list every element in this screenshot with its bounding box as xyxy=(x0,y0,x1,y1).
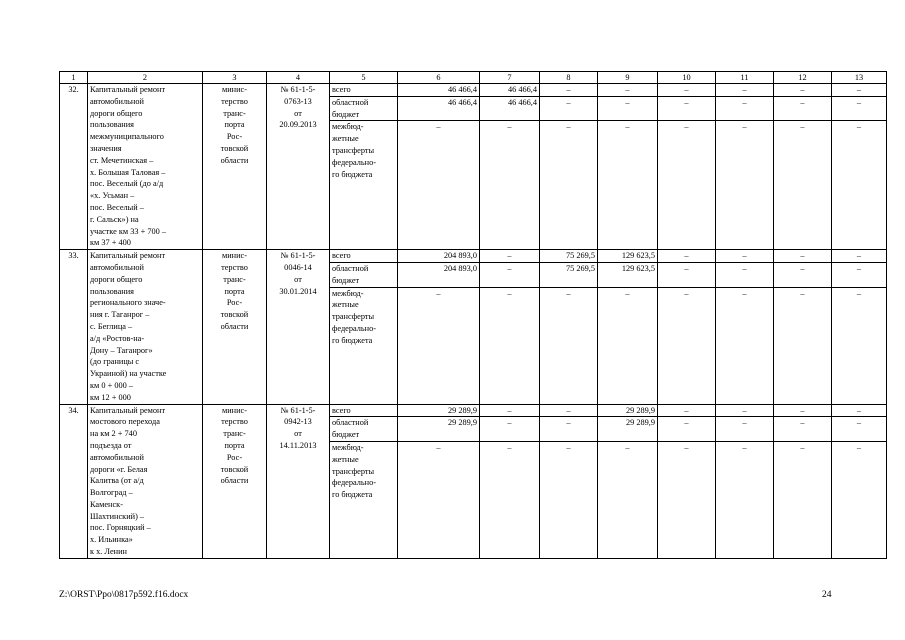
funding-source-label: всего xyxy=(330,84,398,97)
column-header: 5 xyxy=(330,72,398,84)
funding-source-label: областной бюджет xyxy=(330,417,398,442)
amount-cell: 29 289,9 xyxy=(398,404,480,417)
amount-cell: – xyxy=(716,262,774,287)
amount-cell: – xyxy=(658,287,716,404)
amount-cell: – xyxy=(598,287,658,404)
column-header: 11 xyxy=(716,72,774,84)
amount-cell: 204 893,0 xyxy=(398,250,480,263)
object-description: Капитальный ремонт мостового перехода на км 2 + 740 подъезда от автомобильной дороги «г. Белая Калитва (от а/д Волгоград – Каменск- Шахтинский) – пос. Горняцкий – х. Ильинка» к х. Ленин xyxy=(88,404,203,558)
amount-cell: 46 466,4 xyxy=(480,96,540,121)
amount-cell: 46 466,4 xyxy=(398,84,480,97)
amount-cell: – xyxy=(480,250,540,263)
amount-cell: – xyxy=(658,84,716,97)
amount-cell: 129 623,5 xyxy=(598,262,658,287)
amount-cell: – xyxy=(658,441,716,558)
column-header: 10 xyxy=(658,72,716,84)
amount-cell: – xyxy=(540,441,598,558)
responsible-ministry: минис- терство транс- порта Рос- товской области xyxy=(203,250,267,404)
amount-cell: – xyxy=(716,441,774,558)
column-header: 2 xyxy=(88,72,203,84)
footer-file-path: Z:\ORST\Ppo\0817p592.f16.docx xyxy=(59,590,189,600)
amount-cell: – xyxy=(540,404,598,417)
amount-cell: – xyxy=(716,250,774,263)
amount-cell: – xyxy=(832,84,887,97)
funding-source-label: межбюд- жетные трансферты федерально- го бюджета xyxy=(330,287,398,404)
amount-cell: – xyxy=(540,287,598,404)
amount-cell: – xyxy=(832,441,887,558)
amount-cell: 75 269,5 xyxy=(540,262,598,287)
amount-cell: – xyxy=(398,441,480,558)
amount-cell: 29 289,9 xyxy=(598,417,658,442)
amount-cell: – xyxy=(774,262,832,287)
amount-cell: – xyxy=(398,121,480,250)
amount-cell: – xyxy=(598,96,658,121)
budget-table xyxy=(59,71,887,559)
object-description: Капитальный ремонт автомобильной дороги общего пользования регионального значе- ния г. Таганрог – с. Беглица – а/д «Ростов-на- Дону – Таганрог» (до границы с Украиной) на участке км 0 + 000 – км 12 + 000 xyxy=(88,250,203,404)
amount-cell: – xyxy=(716,121,774,250)
column-header: 6 xyxy=(398,72,480,84)
amount-cell: – xyxy=(540,84,598,97)
amount-cell: – xyxy=(774,84,832,97)
amount-cell: – xyxy=(832,262,887,287)
amount-cell: – xyxy=(774,250,832,263)
amount-cell: – xyxy=(540,96,598,121)
amount-cell: – xyxy=(540,417,598,442)
amount-cell: – xyxy=(480,417,540,442)
amount-cell: – xyxy=(774,404,832,417)
amount-cell: – xyxy=(480,441,540,558)
table-row xyxy=(60,404,887,417)
amount-cell: – xyxy=(398,287,480,404)
amount-cell: 46 466,4 xyxy=(398,96,480,121)
amount-cell: – xyxy=(774,96,832,121)
row-number: 34. xyxy=(60,404,88,558)
amount-cell: – xyxy=(774,287,832,404)
funding-source-label: всего xyxy=(330,404,398,417)
funding-source-label: межбюд- жетные трансферты федерально- го бюджета xyxy=(330,441,398,558)
amount-cell: – xyxy=(658,96,716,121)
document-reference: № 61-1-5- 0046-14 от 30.01.2014 xyxy=(267,250,330,404)
amount-cell: 129 623,5 xyxy=(598,250,658,263)
amount-cell: – xyxy=(480,121,540,250)
amount-cell: – xyxy=(658,417,716,442)
amount-cell: – xyxy=(716,84,774,97)
amount-cell: – xyxy=(540,121,598,250)
table-row xyxy=(60,84,887,97)
amount-cell: – xyxy=(716,96,774,121)
amount-cell: – xyxy=(716,287,774,404)
page-number: 24 xyxy=(822,590,832,600)
amount-cell: – xyxy=(716,417,774,442)
row-number: 32. xyxy=(60,84,88,250)
funding-source-label: всего xyxy=(330,250,398,263)
document-reference: № 61-1-5- 0763-13 от 20.09.2013 xyxy=(267,84,330,250)
amount-cell: – xyxy=(832,250,887,263)
amount-cell: – xyxy=(716,404,774,417)
amount-cell: – xyxy=(480,404,540,417)
amount-cell: – xyxy=(658,250,716,263)
responsible-ministry: минис- терство транс- порта Рос- товской области xyxy=(203,404,267,558)
document-reference: № 61-1-5- 0942-13 от 14.11.2013 xyxy=(267,404,330,558)
column-header: 13 xyxy=(832,72,887,84)
amount-cell: – xyxy=(658,121,716,250)
column-header: 3 xyxy=(203,72,267,84)
table-body xyxy=(60,84,887,559)
column-header: 1 xyxy=(60,72,88,84)
amount-cell: 75 269,5 xyxy=(540,250,598,263)
responsible-ministry: минис- терство транс- порта Рос- товской области xyxy=(203,84,267,250)
amount-cell: – xyxy=(832,417,887,442)
amount-cell: 46 466,4 xyxy=(480,84,540,97)
column-header: 4 xyxy=(267,72,330,84)
funding-source-label: межбюд- жетные трансферты федерально- го бюджета xyxy=(330,121,398,250)
column-number-header-row xyxy=(60,72,887,84)
amount-cell: – xyxy=(774,441,832,558)
amount-cell: – xyxy=(774,121,832,250)
amount-cell: – xyxy=(598,84,658,97)
column-header: 7 xyxy=(480,72,540,84)
amount-cell: 29 289,9 xyxy=(598,404,658,417)
amount-cell: – xyxy=(480,262,540,287)
amount-cell: – xyxy=(658,262,716,287)
amount-cell: 29 289,9 xyxy=(398,417,480,442)
row-number: 33. xyxy=(60,250,88,404)
amount-cell: – xyxy=(774,417,832,442)
amount-cell: – xyxy=(598,441,658,558)
amount-cell: – xyxy=(832,287,887,404)
amount-cell: – xyxy=(480,287,540,404)
object-description: Капитальный ремонт автомобильной дороги общего пользования межмуниципального значения ст. Мечетинская – х. Большая Таловая – пос. Веселый (до а/д «х. Усьман – пос. Веселый – г. Сальск») на участке км 33 + 700 – км 37 + 400 xyxy=(88,84,203,250)
column-header: 12 xyxy=(774,72,832,84)
funding-source-label: областной бюджет xyxy=(330,96,398,121)
column-header: 9 xyxy=(598,72,658,84)
amount-cell: – xyxy=(658,404,716,417)
funding-source-label: областной бюджет xyxy=(330,262,398,287)
table-row xyxy=(60,250,887,263)
amount-cell: – xyxy=(832,121,887,250)
amount-cell: – xyxy=(832,96,887,121)
amount-cell: – xyxy=(832,404,887,417)
amount-cell: – xyxy=(598,121,658,250)
amount-cell: 204 893,0 xyxy=(398,262,480,287)
column-header: 8 xyxy=(540,72,598,84)
